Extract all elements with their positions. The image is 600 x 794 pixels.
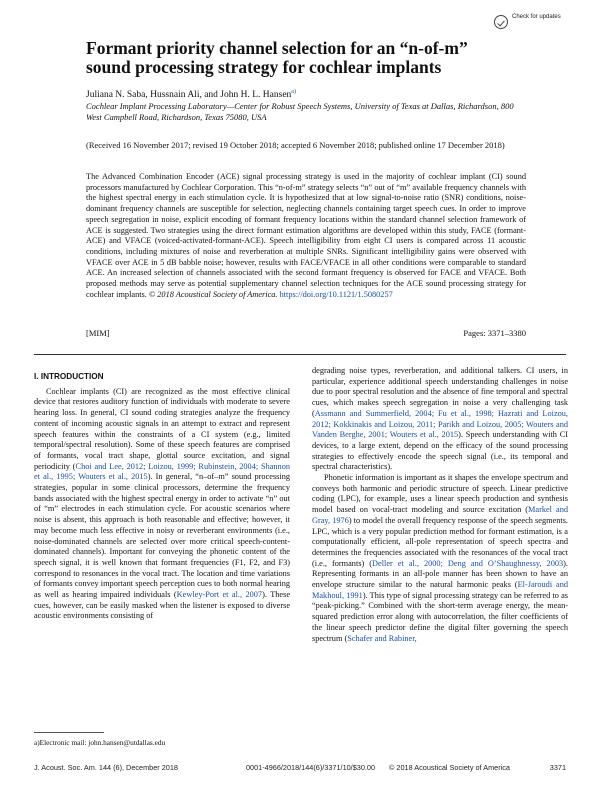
right-column [312,366,568,644]
citation-link[interactable]: Choi and Lee, 2012; Loizou, 1999; Rubinstein, 2004; Shannon et al., 1995; Wouters et al., 2015 [34,461,291,482]
left-text-3: ). These cues, however, can be easily masked when the listener is exposed to diverse acoustic environments consisting of [34,590,291,621]
check-for-updates-label: Check for updates [512,14,561,20]
left-text-1: Cochlear implants (CI) are recognized as the most effective clinical device that restores auditory function of individuals with moderate to severe hearing loss. In general, CI sound coding strategies analyze the frequency content of incoming acoustic signals in an attempt to extract and represent speech features within the constraints of a CI system (e.g., limited temporal/spectral resolution). Some of these speech features are comprised of formants, vocal tract shape, glottal source excitation, and signal periodicity ( [34,386,290,471]
footer-copyright: © 2018 Acoustical Society of America [389,763,510,772]
citation-link[interactable]: Deller et al., 2000; Deng and O’Shaughnessy, 2003 [372,558,564,568]
citation-link[interactable]: Markel and Gray, 1976 [312,505,568,525]
paragraph-phonetic [312,473,568,644]
page-footer [34,763,566,775]
left-column [34,372,290,622]
right-text-3: Phonetic information is important as it shapes the envelope spectrum and conveys both harmonic and periodic structure of speech. Linear predictive coding (LPC), for example, uses a linear speech production and synthesis model based on vocal-tract modeling and source excitation ( [312,473,568,515]
paragraph-continued [312,366,568,473]
footer-page-number: 3371 [549,763,566,772]
article-title: Formant priority channel selection for an “n-of-m” sound processing strategy for cochlear implants [86,38,468,77]
citation-link[interactable]: Schafer and Rabiner, [347,633,417,643]
right-text-5: ). Representing formants in an all-pole manner has been shown to have an envelope structure similar to the natural harmonic peaks ( [312,558,568,590]
section-divider [34,354,566,355]
check-for-updates-badge[interactable] [494,14,566,32]
mim-tag: [MIM] [86,328,110,338]
paragraph-intro [34,387,290,622]
citation-link[interactable]: Assmann and Summerfield, 2004; Fu et al., 1998; Hazrati and Loizou, 2012; Kokkinakis and Loizou, 2011; Parikh and Loizou, 2005; Wouters and Vanden Berghe, 2001; Wouters et al., 2015 [312,408,568,440]
affiliation: Cochlear Implant Processing Laboratory—Center for Robust Speech Systems, University of Texas at Dallas, Richardson, 800 West Campbell Road, Richardson, Texas 75080, USA [86,101,514,122]
footer-code: 0001-4966/2018/144(6)/3371/10/$30.00 [246,763,376,772]
footnote: a)Electronic mail: john.hansen@utdallas.edu [34,738,166,747]
citation-link[interactable]: Kewley-Port et al., 2007 [176,590,263,600]
right-text-4: ) to model the overall frequency response of the speech segments. LPC, which is a very popular prediction method for formant estimation, is a computationally efficient, all-pole representation of speech spectra and determines the frequencies associated with the resonances of the vocal tract (i.e., formants) ( [312,515,568,568]
right-text-2: ). Speech understanding with CI devices, to a large extent, depend on the efficacy of the sound processing strategies to effectively encode the speech signal (i.e., its temporal and spectral characteristics). [312,430,568,472]
right-text-6: ). This type of signal processing strategy can be referred to as “peak-picking.” Combined with the short-term average energy, the mean-squared prediction error along with autocorrelation, the filter coefficients of the linear speech predictor define the digital filter governing the speech spectrum ( [312,590,568,643]
section-heading: I. INTRODUCTION [34,372,104,381]
abstract [86,172,526,300]
footnote-divider [34,732,104,733]
page-range: Pages: 3371–3380 [463,328,526,338]
abstract-text: The Advanced Combination Encoder (ACE) signal processing strategy is used in the majority of cochlear implant (CI) sound processors manufactured by Cochlear Corporation. This “n-of-m” strategy selects “n” out of “m” available frequency channels with the highest spectral energy in each stimulation cycle. It is hypothesized that at low signal-to-noise ratio (SNR) conditions, noise-dominant frequency channels are susceptible for selection, neglecting channels containing target speech cues. In order to improve speech segregation in noise, explicit encoding of formant frequency locations within the standard channel selection framework of ACE is suggested. Two strategies using the direct formant estimation algorithms are developed within this study, FACE (formant-ACE) and VFACE (voiced-activated-formant-ACE). Speech intelligibility from eight CI users is compared across 11 acoustic conditions, including mixtures of noise and reverberation at multiple SNRs. Significant intelligibility gains were observed with VFACE over ACE in 5 dB babble noise; however, results with FACE/VFACE in all other conditions were comparable to standard ACE. An increased selection of channels associated with the second formant frequency is observed for FACE and VFACE. Both proposed methods may serve as potential supplementary channel selection techniques for the ACE sound processing strategy for cochlear implants. [86,172,526,299]
doi-link[interactable]: https://doi.org/10.1121/1.5080257 [279,289,393,299]
author-list [86,86,526,101]
footer-journal: J. Acoust. Soc. Am. 144 (6), December 2018 [34,763,178,772]
author-names: Juliana N. Saba, Hussnain Ali, and John H. L. Hansen [86,90,292,101]
right-text-1: degrading noise types, reverberation, and additional talkers. CI users, in particular, experience additional speech understanding challenges in noise due to poor spectral resolution and the absence of fine temporal and spectral cues, which makes speech segregation in noise a very challenging task ( [312,366,568,418]
left-text-2: ). In general, “n–of–m” sound processing strategies, popular in some clinical processors, determine the frequency bands associated with the highest spectral energy in order to activate “n” out of “m” electrodes in each stimulation cycle. For acoustic scenarios where noise is absent, this approach is both reasonable and effective; however, it may become much less effective in noisy or reverberant environments (i.e., noise-dominated channels are selected over more critical speech-content-dominated channels). Important for conveying the phonetic content of the speech signal, it is well known that formant frequencies (F1, F2, and F3) correspond to resonances in the vocal tract. The location and time variations of formants convey important speech perception cues to both normal hearing as well as hearing impaired individuals ( [34,472,290,600]
abstract-copyright: © 2018 Acoustical Society of America. [148,289,278,299]
author-footnote-mark[interactable]: a) [291,89,296,95]
citation-link[interactable]: El-Jaroudi and Makhoul, 1991 [312,580,568,600]
check-circle-icon [494,15,508,29]
received-dates: (Received 16 November 2017; revised 19 October 2018; accepted 6 November 2018; published online 17 December 2018) [86,140,505,150]
